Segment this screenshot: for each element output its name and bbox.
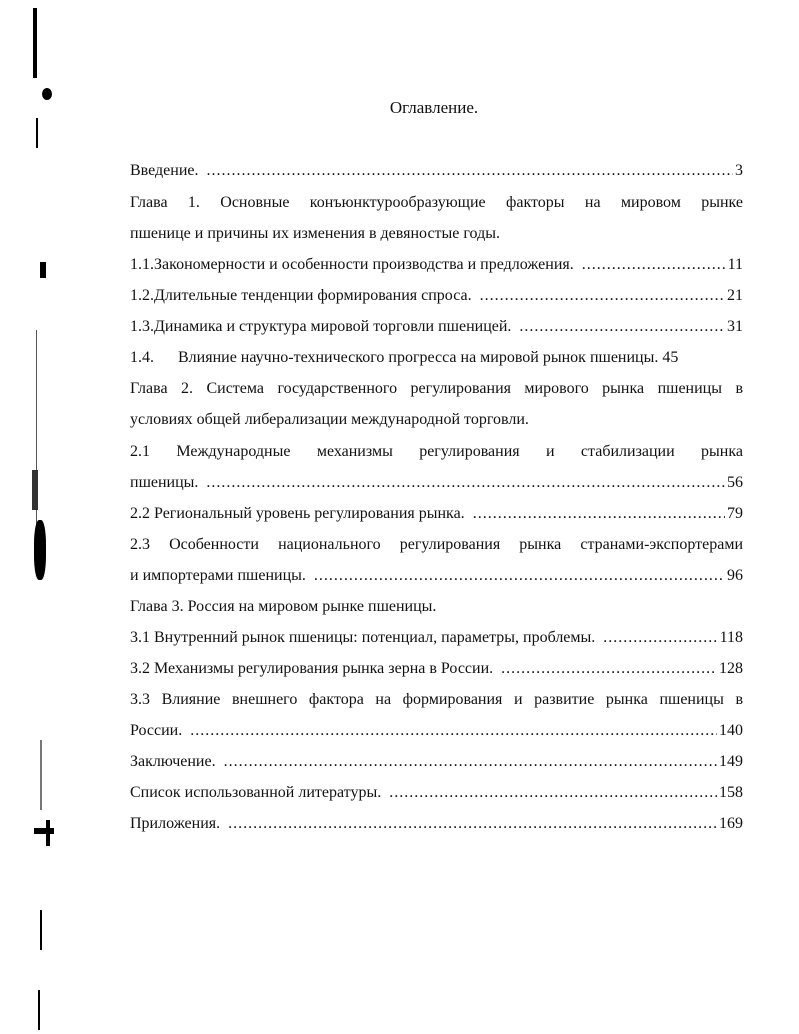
- toc-item[interactable]: [130, 565, 743, 587]
- toc-item-page: 56: [727, 474, 743, 491]
- toc-item[interactable]: [130, 285, 743, 307]
- toc-chapter-heading[interactable]: [130, 409, 743, 431]
- dot-leader: [206, 472, 725, 494]
- toc-chapter-heading[interactable]: [130, 378, 743, 400]
- toc-item-page: 31: [727, 318, 743, 335]
- toc-item-text: Закономерности и особенности производства и предложения.: [154, 256, 574, 273]
- toc-item-text: 3.1 Внутренний рынок пшеницы: потенциал, параметры, проблемы.: [130, 629, 596, 646]
- toc-item-page: 79: [727, 505, 743, 522]
- toc-item-text: Введение.: [130, 162, 199, 179]
- toc-item-page: 118: [719, 629, 743, 646]
- scan-mark: [32, 470, 38, 510]
- toc-item-page: 128: [719, 660, 743, 677]
- toc-item-text: России.: [130, 722, 183, 739]
- toc-item-text: Глава 1. Основные конъюнктурообразующие факторы на мировом рынке: [130, 194, 743, 211]
- toc-item-text: Приложения.: [130, 815, 221, 832]
- toc-title: Оглавление.: [389, 98, 479, 117]
- toc-item[interactable]: [130, 751, 743, 773]
- toc-item-text: пшеницы.: [130, 474, 199, 491]
- toc-item-page: 45: [662, 349, 679, 366]
- toc-item-text: Влияние научно-технического прогресса на мировой рынок пшеницы.: [178, 349, 659, 366]
- toc-item-text: Глава 2. Система государственного регулирования мирового рынка пшеницы в: [130, 380, 743, 397]
- toc-item[interactable]: [130, 782, 743, 804]
- toc-item-text: пшенице и причины их изменения в девяностые годы.: [130, 225, 500, 242]
- toc-item[interactable]: [130, 160, 743, 182]
- toc-item[interactable]: [130, 472, 743, 494]
- scan-mark: [38, 990, 40, 1030]
- toc-item[interactable]: [130, 503, 743, 525]
- toc-item-page: 96: [727, 567, 743, 584]
- toc-item-page: 21: [727, 287, 743, 304]
- toc-item-number: 1.2.: [130, 287, 154, 304]
- dot-leader: [314, 565, 725, 587]
- toc-item[interactable]: [130, 254, 743, 276]
- toc-item-text: Список использованной литературы.: [130, 784, 382, 801]
- toc-chapter-heading[interactable]: [130, 192, 743, 214]
- toc-item[interactable]: [130, 658, 743, 680]
- toc-chapter-heading[interactable]: [130, 596, 743, 618]
- toc-item[interactable]: [130, 627, 743, 649]
- dot-leader: [501, 658, 717, 680]
- toc-item[interactable]: [130, 534, 743, 556]
- dot-leader: [190, 720, 717, 742]
- toc-item-text: 3.3 Влияние внешнего фактора на формирования и развитие рынка пшеницы в: [130, 691, 743, 708]
- dot-leader: [207, 160, 734, 182]
- dot-leader: [224, 751, 717, 773]
- toc-item[interactable]: [130, 347, 743, 369]
- scan-mark: [36, 118, 38, 148]
- toc-item-page: 11: [727, 256, 743, 273]
- toc-item-text: Глава 3. Россия на мировом рынке пшеницы.: [130, 598, 437, 615]
- toc-chapter-heading[interactable]: [130, 223, 743, 245]
- toc-item-text: условиях общей либерализации международной торговли.: [130, 411, 529, 428]
- toc-item-text: и импортерами пшеницы.: [130, 567, 306, 584]
- toc-item-number: 1.4.: [130, 349, 154, 366]
- toc-item-page: 149: [719, 753, 743, 770]
- dot-leader: [480, 285, 725, 307]
- toc-item-number: 1.3.: [130, 318, 154, 335]
- scan-mark: [40, 740, 42, 810]
- toc-item-text: 2.2 Региональный уровень регулирования рынка.: [130, 505, 465, 522]
- toc-item-page: 158: [719, 784, 743, 801]
- scan-mark: [46, 820, 50, 846]
- scan-mark: [33, 8, 37, 78]
- dot-leader: [582, 254, 726, 276]
- dot-leader: [519, 316, 725, 338]
- scan-mark: [34, 828, 54, 834]
- toc-item-number: 1.1.: [130, 256, 154, 273]
- toc-item-text: 2.1 Международные механизмы регулирования и стабилизации рынка: [130, 443, 743, 460]
- dot-leader: [389, 782, 717, 804]
- toc-item[interactable]: [130, 720, 743, 742]
- scan-mark: [40, 262, 46, 278]
- toc-item-text: Заключение.: [130, 753, 216, 770]
- toc-item-text: Длительные тенденции формирования спроса.: [154, 287, 472, 304]
- toc-item-page: 169: [719, 815, 743, 832]
- toc-item[interactable]: [130, 689, 743, 711]
- dot-leader: [603, 627, 717, 649]
- scan-mark: [34, 520, 46, 580]
- dot-leader: [473, 503, 725, 525]
- toc-item[interactable]: [130, 813, 743, 835]
- toc-item-text: 3.2 Механизмы регулирования рынка зерна в России.: [130, 660, 494, 677]
- scan-mark: [40, 910, 42, 950]
- toc-item[interactable]: [130, 441, 743, 463]
- toc-item-text: Динамика и структура мировой торговли пшеницей.: [154, 318, 512, 335]
- dot-leader: [228, 813, 717, 835]
- toc-item-page: 3: [735, 162, 743, 179]
- toc-item[interactable]: [130, 316, 743, 338]
- toc-item-text: 2.3 Особенности национального регулирования рынка странами-экспортерами: [130, 536, 743, 553]
- toc-item-page: 140: [719, 722, 743, 739]
